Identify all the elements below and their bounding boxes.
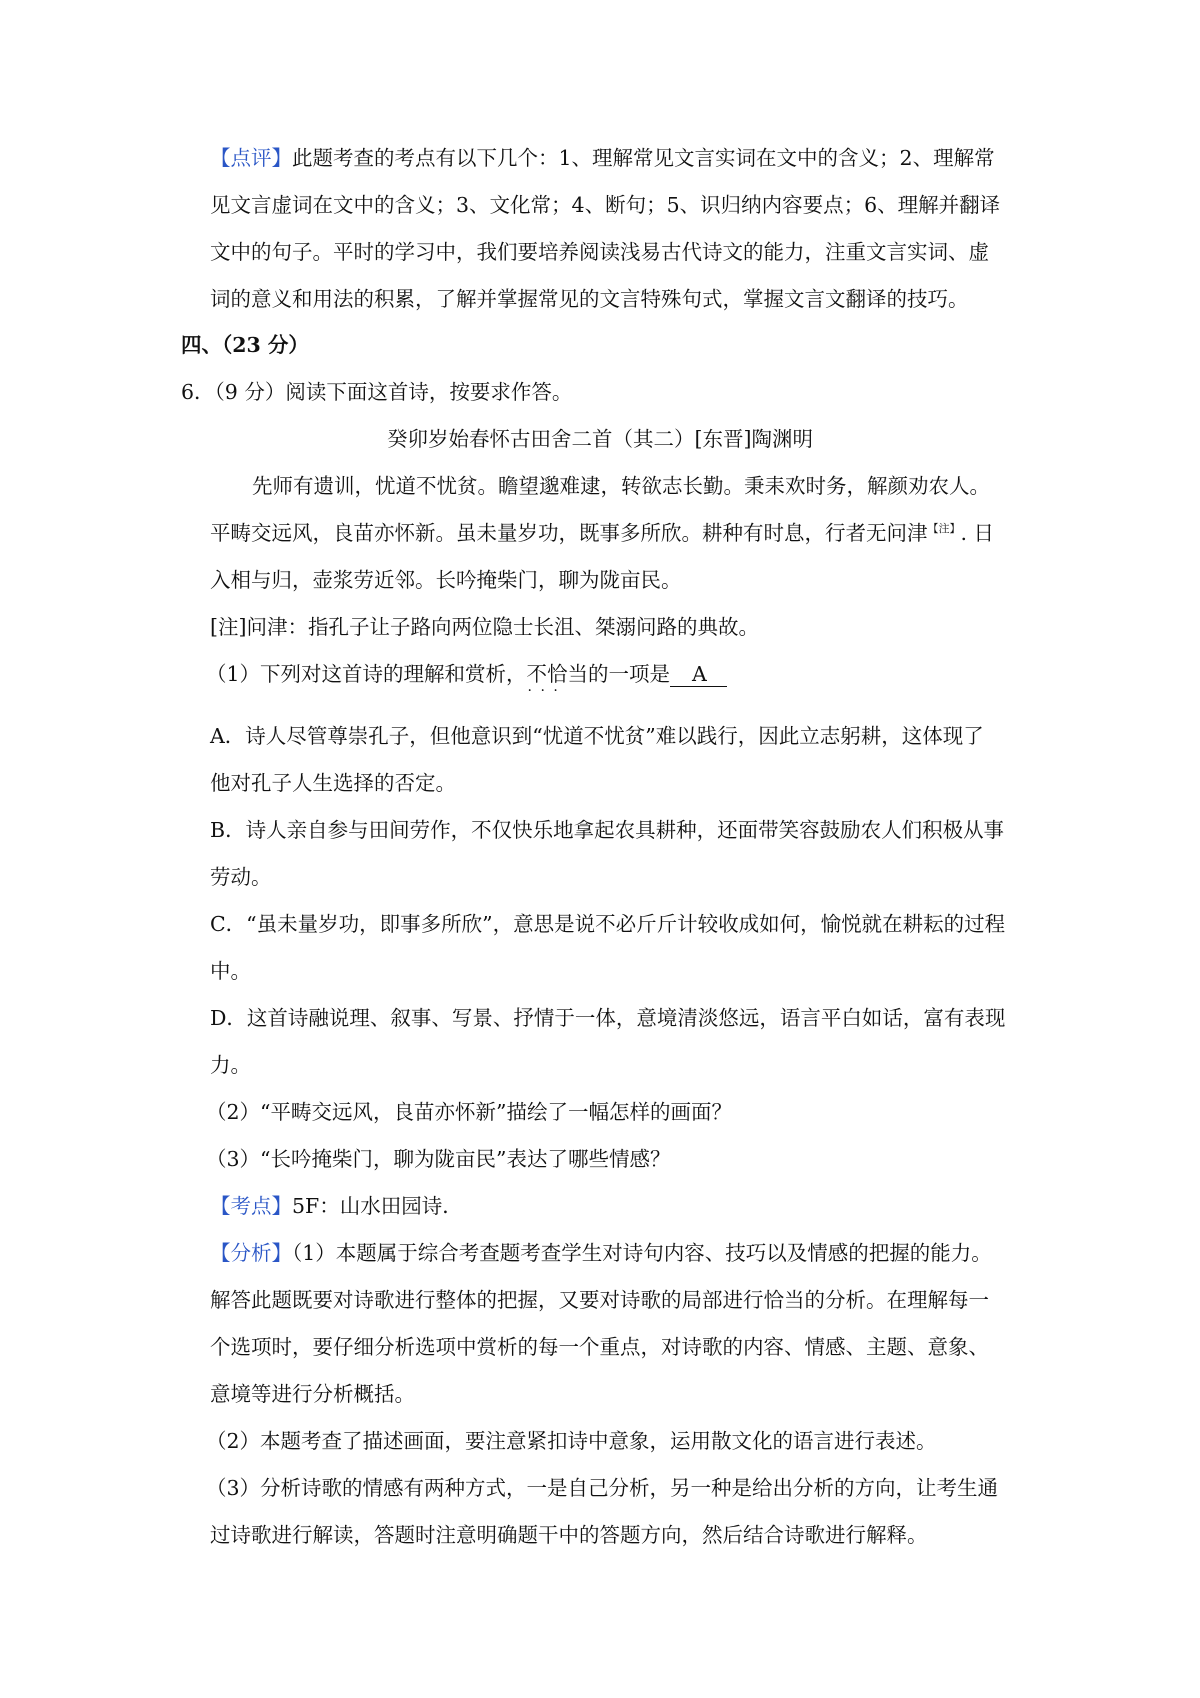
question-stem: 6．（9 分）阅读下面这首诗，按要求作答。 xyxy=(181,380,573,404)
fenxi-line-3: 个选项时，要仔细分析选项中赏析的每一个重点，对诗歌的内容、情感、主题、意象、 xyxy=(210,1335,989,1359)
fenxi-line-2: 解答此题既要对诗歌进行整体的把握，又要对诗歌的局部进行恰当的分析。在理解每一 xyxy=(210,1288,989,1312)
fenxi-line-1 xyxy=(210,1239,992,1267)
section-heading: 四、（23 分） xyxy=(181,333,309,357)
sub1-emphasis: 不恰当 · · · xyxy=(527,662,589,686)
poem-note: [注]问津：指孔子让子路向两位隐士长沮、桀溺问路的典故。 xyxy=(210,615,759,639)
fenxi-line-6: （3）分析诗歌的情感有两种方式，一是自己分析，另一种是给出分析的方向，让考生通 xyxy=(206,1476,999,1500)
sub1-suffix: 的一项是 xyxy=(588,662,671,686)
poem-title: 癸卯岁始春怀古田舍二首（其二）[东晋]陶渊明 xyxy=(387,427,813,451)
dianping-text-1: 此题考查的考点有以下几个：1、理解常见文言实词在文中的含义；2、理解常 xyxy=(292,146,995,170)
sub1-prefix: （1）下列对这首诗的理解和赏析， xyxy=(206,662,527,686)
poem-line-2-text: 平畴交远风，良苗亦怀新。虽未量岁功，既事多所欣。耕种有时息，行者无问津 xyxy=(210,521,928,545)
option-d-line-1: D．这首诗融说理、叙事、写景、抒情于一体，意境清淡悠远，语言平白如话，富有表现 xyxy=(210,1006,1006,1030)
option-a-line-2: 他对孔子人生选择的否定。 xyxy=(210,771,456,795)
fenxi-line-5: （2）本题考查了描述画面，要注意紧扣诗中意象，运用散文化的语言进行表述。 xyxy=(206,1429,937,1453)
dianping-line-3: 文中的句子。平时的学习中，我们要培养阅读浅易古代诗文的能力，注重文言实词、虚 xyxy=(210,240,989,264)
kaodian-text: 5F：山水田园诗． xyxy=(292,1194,463,1218)
fenxi-tag: 【分析】 xyxy=(210,1241,292,1265)
poem-line-2 xyxy=(210,519,994,547)
option-d-line-2: 力。 xyxy=(210,1053,251,1077)
option-c-line-1: C．“虽未量岁功，即事多所欣”，意思是说不必斤斤计较收成如何，愉悦就在耕耘的过程 xyxy=(210,912,1006,936)
poem-line-3: 入相与归，壶浆劳近邻。长吟掩柴门，聊为陇亩民。 xyxy=(210,568,682,592)
kaodian-tag: 【考点】 xyxy=(210,1194,292,1218)
sub1-answer: A xyxy=(670,662,727,687)
dianping-line-4: 词的意义和用法的积累，了解并掌握常见的文言特殊句式，掌握文言文翻译的技巧。 xyxy=(210,287,969,311)
sub-question-3: （3）“长吟掩柴门，聊为陇亩民”表达了哪些情感？ xyxy=(206,1147,671,1171)
kaodian-line xyxy=(210,1192,463,1220)
poem-line-1: 先师有遗训，忧道不忧贫。瞻望邈难逮，转欲志长勤。秉耒欢时务，解颜劝农人。 xyxy=(252,474,990,498)
dianping-line-1 xyxy=(210,144,995,172)
footnote-marker: 【注】 xyxy=(927,522,961,536)
option-b-line-1: B．诗人亲自参与田间劳作，不仅快乐地拿起农具耕种，还面带笑容鼓励农人们积极从事 xyxy=(210,818,1005,842)
dianping-line-2: 见文言虚词在文中的含义；3、文化常；4、断句；5、识归纳内容要点；6、理解并翻译 xyxy=(210,193,1001,217)
sub-question-1 xyxy=(206,660,727,688)
fenxi-line-4: 意境等进行分析概括。 xyxy=(210,1382,415,1406)
fenxi-text-1: （1）本题属于综合考查题考查学生对诗句内容、技巧以及情感的把握的能力。 xyxy=(292,1241,992,1265)
poem-line-2-tail: . 日 xyxy=(960,521,995,545)
option-b-line-2: 劳动。 xyxy=(210,865,272,889)
option-a-line-1: A．诗人尽管尊崇孔子，但他意识到“忧道不忧贫”难以践行，因此立志躬耕，这体现了 xyxy=(210,724,984,748)
option-c-line-2: 中。 xyxy=(210,959,251,983)
dianping-tag: 【点评】 xyxy=(210,146,292,170)
fenxi-line-7: 过诗歌进行解读，答题时注意明确题干中的答题方向，然后结合诗歌进行解释。 xyxy=(210,1523,928,1547)
sub-question-2: （2）“平畴交远风，良苗亦怀新”描绘了一幅怎样的画面？ xyxy=(206,1100,733,1124)
